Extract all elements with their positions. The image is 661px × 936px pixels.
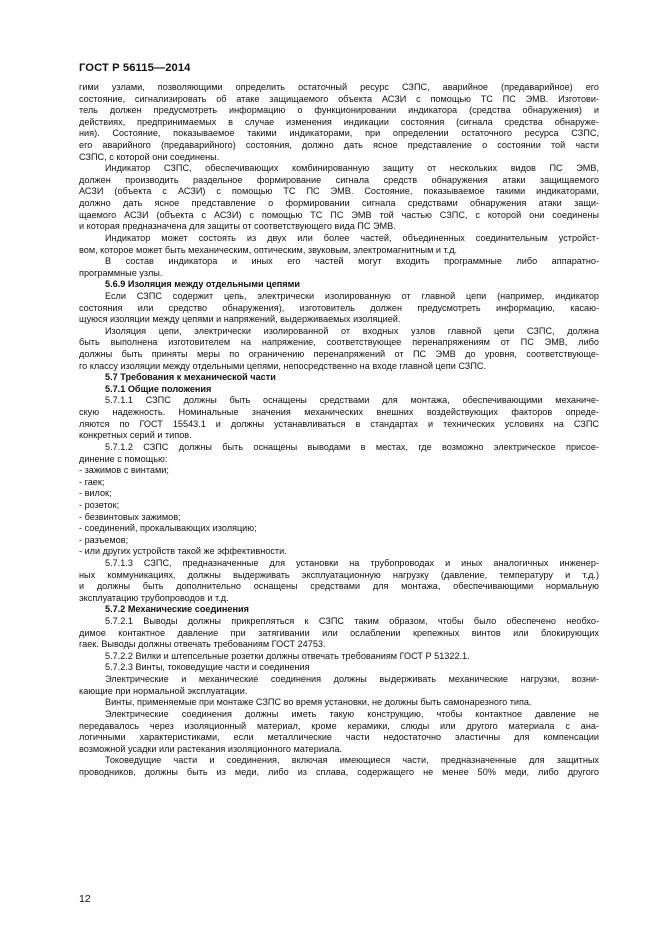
text-line: - соединений, прокалывающих изоляцию;	[79, 523, 257, 534]
text-line: Если СЗПС содержит цепь, электрически изолированную от главной цепи (например, индикатор	[105, 290, 599, 301]
text-line: щуюся изоляции между цепями и напряжений, выдерживаемых изоляцией.	[79, 314, 401, 325]
running-header: ГОСТ Р 56115—2014	[79, 62, 191, 74]
text-line: ляются по ГОСТ 15543.1 и должны устанавливаться в стандартах и технических условиях на СЗПС	[79, 418, 599, 429]
text-line: 5.7.2.1 Выводы должны прикрепляться к СЗПС таким образом, чтобы было обеспечено необхо-	[105, 616, 599, 627]
section-heading: 5.7.2 Механические соединения	[105, 604, 249, 615]
text-line: Индикатор может состоять из двух или более частей, объединенных соединительным устройст-	[105, 232, 599, 243]
text-line: должен производить раздельное формирование сигнала средств обнаружения атаки защищаемого	[79, 174, 599, 185]
text-line: - или других устройств такой же эффективности.	[79, 546, 287, 557]
text-line: вом, которое может быть механическим, оптическим, звуковым, электромагнитным и т.д.	[79, 244, 458, 255]
section-heading: 5.6.9 Изоляция между отдельными цепями	[105, 279, 300, 290]
text-line: Токоведущие части и соединения, включая имеющиеся части, предназначенные для защитных	[105, 755, 599, 766]
text-line: Индикатор СЗПС, обеспечивающих комбинированную защиту от нескольких видов ПС ЭМВ,	[105, 163, 599, 174]
text-line: - вилок;	[79, 488, 112, 499]
text-line: проводников, должны быть из меди, либо из сплава, содержащего не менее 50% меди, либо другого	[79, 766, 599, 777]
text-line: - гаек;	[79, 476, 105, 487]
text-line: состояние, сигнализировать об атаке защищаемого объекта АСЗИ с помощью ТС ПС ЭМВ. Изготови-	[79, 93, 599, 104]
text-line: щаемого АСЗИ (объекта с АСЗИ) с помощью ТС ПС ЭМВ той частью СЗПС, с которой они соединены	[79, 209, 599, 220]
text-line: должно дать ясное представление о формировании сигнала средствами обнаружения атаки защи-	[79, 198, 599, 209]
text-line: должны быть приняты меры по ограничению перенапряжений от ПС ЭМВ до уровня, соответствующе-	[79, 349, 599, 360]
text-line: ния). Состояние, показываемое такими индикаторами, при определении остаточного ресурса СЗПС,	[79, 128, 599, 139]
text-line: димое контактное давление при затягивании или ослаблении крепежных винтов или блокирующих	[79, 627, 599, 638]
section-heading: 5.7 Требования к механической части	[105, 372, 276, 383]
text-line: Винты, применяемые при монтаже СЗПС во время установки, не должны быть самонарезного типа.	[105, 697, 532, 708]
text-line: возможной усадки или растекания изоляционного материала.	[79, 743, 342, 754]
text-line: го классу изоляции между отдельными цепями, непосредственно на входе главной цепи СЗПС.	[79, 360, 487, 371]
body-text	[79, 82, 599, 779]
text-line: конкретных серий и типов.	[79, 430, 192, 441]
text-line: 5.7.1.3 СЗПС, предназначенные для установки на трубопроводах и иных аналогичных инженер-	[105, 557, 599, 568]
text-line: программные узлы.	[79, 267, 163, 278]
text-line: - розеток;	[79, 499, 120, 510]
text-line: и должны быть дополнительно оснащены средствами для монтажа, обеспечивающими нормальную	[79, 581, 599, 592]
text-line: Изоляция цепи, электрически изолированной от входных узлов главной цепи СЗПС, должна	[105, 325, 599, 336]
text-line: - зажимов с винтами;	[79, 465, 169, 476]
text-line: Электрические соединения должны иметь такую конструкцию, чтобы контактное давление не	[105, 708, 599, 719]
text-line: и которая предназначена для защиты от соответствующего вида ПС ЭМВ.	[79, 221, 396, 232]
text-line: 5.7.1.2 СЗПС должны быть оснащены выводами в местах, где возможно электрическое присое-	[105, 441, 599, 452]
text-line: быть выполнена изготовителем на напряжение, соответствующее перенапряжениям от ПС ЭМВ, либо	[79, 337, 599, 348]
text-line: скую надежность. Номинальные значения механических внешних воздействующих факторов опреде-	[79, 407, 599, 418]
text-line: - разъемов;	[79, 534, 129, 545]
text-line: его аварийного (предаварийного) состояния, должно дать ясное представление о состоянии той части	[79, 140, 599, 151]
text-line: СЗПС, с которой они соединены.	[79, 151, 220, 162]
section-heading: 5.7.1 Общие положения	[105, 383, 212, 394]
text-line: эксплуатацию трубопроводов и т.д.	[79, 592, 229, 603]
text-line: динение с помощью:	[79, 453, 168, 464]
text-line: Электрические и механические соединения должны выдерживать механические нагрузки, возни-	[105, 674, 599, 685]
page-number: 12	[79, 893, 91, 905]
text-line: АСЗИ (объекта с АСЗИ) с помощью ТС ПС ЭМВ. Состояние, показываемое такими индикаторами,	[79, 186, 599, 197]
text-line: ных коммуникациях, должны выдерживать эксплуатационную нагрузку (давление, температуру и т.д.)	[79, 569, 599, 580]
text-line: действиях, предпринимаемых в случае изменения индикации состояния (сигнала средства обнаруже-	[79, 116, 599, 127]
text-line: гаек. Выводы должны отвечать требованиям ГОСТ 24753.	[79, 639, 326, 650]
text-line: тель должен предусмотреть информацию о функционировании индикатора (средства обнаружения) и	[79, 105, 599, 116]
text-line: кающие при нормальной эксплуатации.	[79, 685, 248, 696]
text-line: передавалось через изоляционный материал, кроме керамики, слюды или другого материала с ана-	[79, 720, 599, 731]
text-line: В состав индикатора и иных его частей могут входить программные либо аппаратно-	[105, 256, 599, 267]
text-line: состояния или средство обнаружения), изготовитель должен предусмотреть информацию, касаю-	[79, 302, 599, 313]
text-line: 5.7.2.2 Вилки и штепсельные розетки должны отвечать требованиям ГОСТ Р 51322.1.	[105, 650, 470, 661]
text-line: логичными характеристиками, если металлические части недостаточно эластичны для компенсации	[79, 732, 599, 743]
text-line: 5.7.1.1 СЗПС должны быть оснащены средствами для монтажа, обеспечивающими механиче-	[105, 395, 599, 406]
text-line: 5.7.2.3 Винты, токоведущие части и соединения	[105, 662, 310, 673]
text-line: - безвинтовых зажимов;	[79, 511, 181, 522]
text-line: гими узлами, позволяющими определить остаточный ресурс СЗПС, аварийное (предаварийное) его	[79, 82, 599, 92]
